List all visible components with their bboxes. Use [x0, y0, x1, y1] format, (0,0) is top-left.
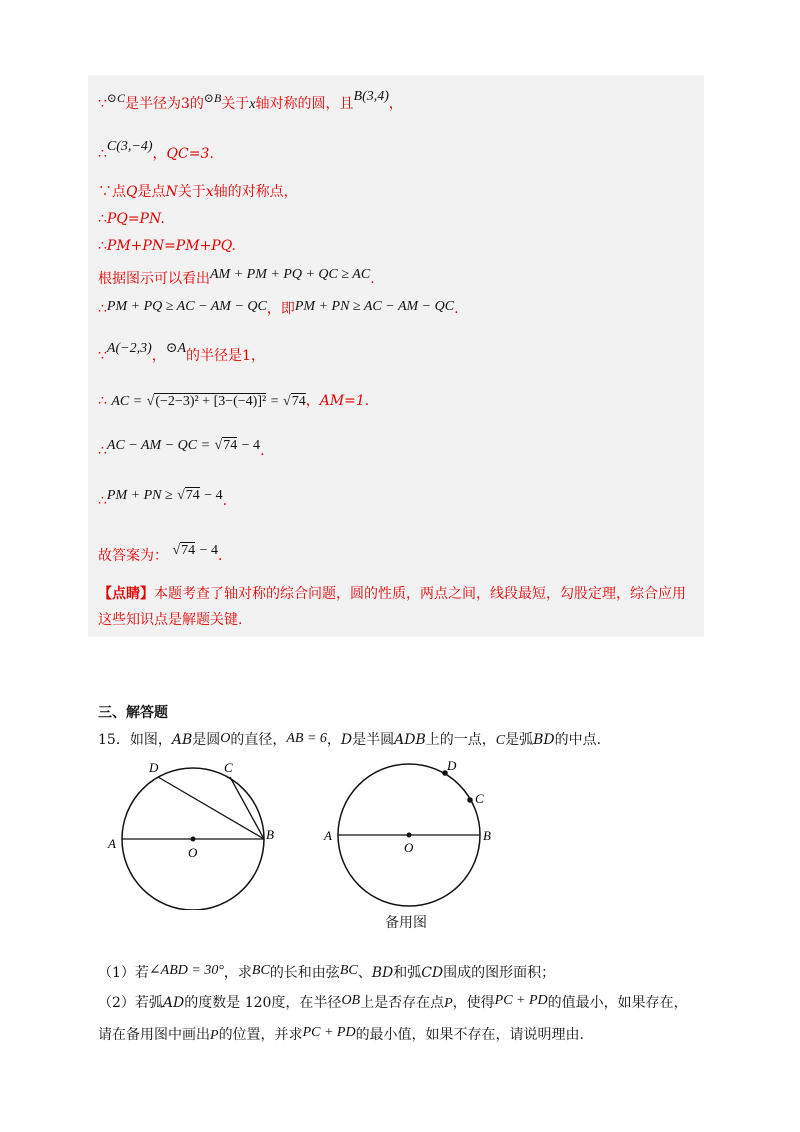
- solution-line-11: ∴PM + PN ≥ √74 − 4.: [98, 488, 228, 509]
- fig2-label-a: A: [324, 828, 332, 843]
- solution-line-7: ∴PM + PQ ≥ AC − AM − QC，即PM + PN ≥ AC − AM − QC.: [98, 299, 459, 317]
- fig1-label-d: D: [149, 760, 159, 775]
- comment-line-2: 这些知识点是解题关键.: [98, 612, 243, 628]
- figure-2: [320, 755, 520, 910]
- fig2-label-c: C: [475, 791, 484, 806]
- fig2-center-dot: [407, 833, 412, 838]
- solution-line-9: ∴ AC = √(−2−3)² + [3−(−4)]² = √74，AM=1.: [98, 393, 370, 409]
- solution-line-10: ∴AC − AM − QC = √74 − 4.: [98, 438, 265, 459]
- solution-line-4: ∴PQ=PN.: [98, 211, 165, 227]
- figure-1: [100, 760, 300, 910]
- fig2-point-c: [467, 797, 473, 803]
- fig2-label-d: D: [447, 758, 457, 773]
- solution-line-2: ∴C(3,−4)，QC=3.: [98, 139, 214, 162]
- solution-line-5: ∴PM+PN=PM+PQ.: [98, 238, 236, 254]
- fig1-label-o: O: [188, 845, 198, 860]
- figure-caption: 备用图: [385, 915, 427, 931]
- fig2-label-o: O: [404, 840, 414, 855]
- fig1-center-dot: [191, 837, 196, 842]
- fig1-chord-bd: [158, 777, 264, 839]
- solution-line-6: 根据图示可以看出AM + PM + PQ + QC ≥ AC.: [98, 267, 375, 287]
- solution-line-8: ∵A(−2,3)，⊙A的半径是1，: [98, 341, 265, 364]
- question-part-2: （2）若弧AD的度数是 120度，在半径OB上是否存在点P，使得PC + PD的值最小，如果存在，: [98, 993, 688, 1011]
- section-title: 三、解答题: [98, 705, 168, 721]
- solution-line-3: ∵点Q是点N关于x轴的对称点，: [98, 184, 298, 200]
- fig1-label-a: A: [108, 836, 116, 851]
- solution-line-12: 故答案为： √74 − 4.: [98, 543, 223, 564]
- solution-line-1: ∵⊙C是半径为3的⊙B关于x轴对称的圆，且B(3,4)，: [98, 89, 403, 112]
- question-15-line: 15．如图，AB是圆O的直径，AB = 6，D是半圆ADB上的一点，C是弧BD的中点.: [98, 731, 602, 748]
- fig1-label-b: B: [266, 827, 274, 842]
- fig2-label-b: B: [483, 828, 491, 843]
- question-part-1: （1）若∠ABD = 30°，求BC的长和由弦BC、BD和弧CD围成的图形面积；: [98, 963, 556, 981]
- fig1-label-c: C: [224, 760, 233, 775]
- question-part-3: 请在备用图中画出P的位置，并求PC + PD的最小值，如果不存在，请说明理由.: [98, 1025, 585, 1043]
- comment-line-1: 【点睛】本题考查了轴对称的综合问题，圆的性质，两点之间，线段最短，勾股定理，综合应用: [98, 586, 686, 602]
